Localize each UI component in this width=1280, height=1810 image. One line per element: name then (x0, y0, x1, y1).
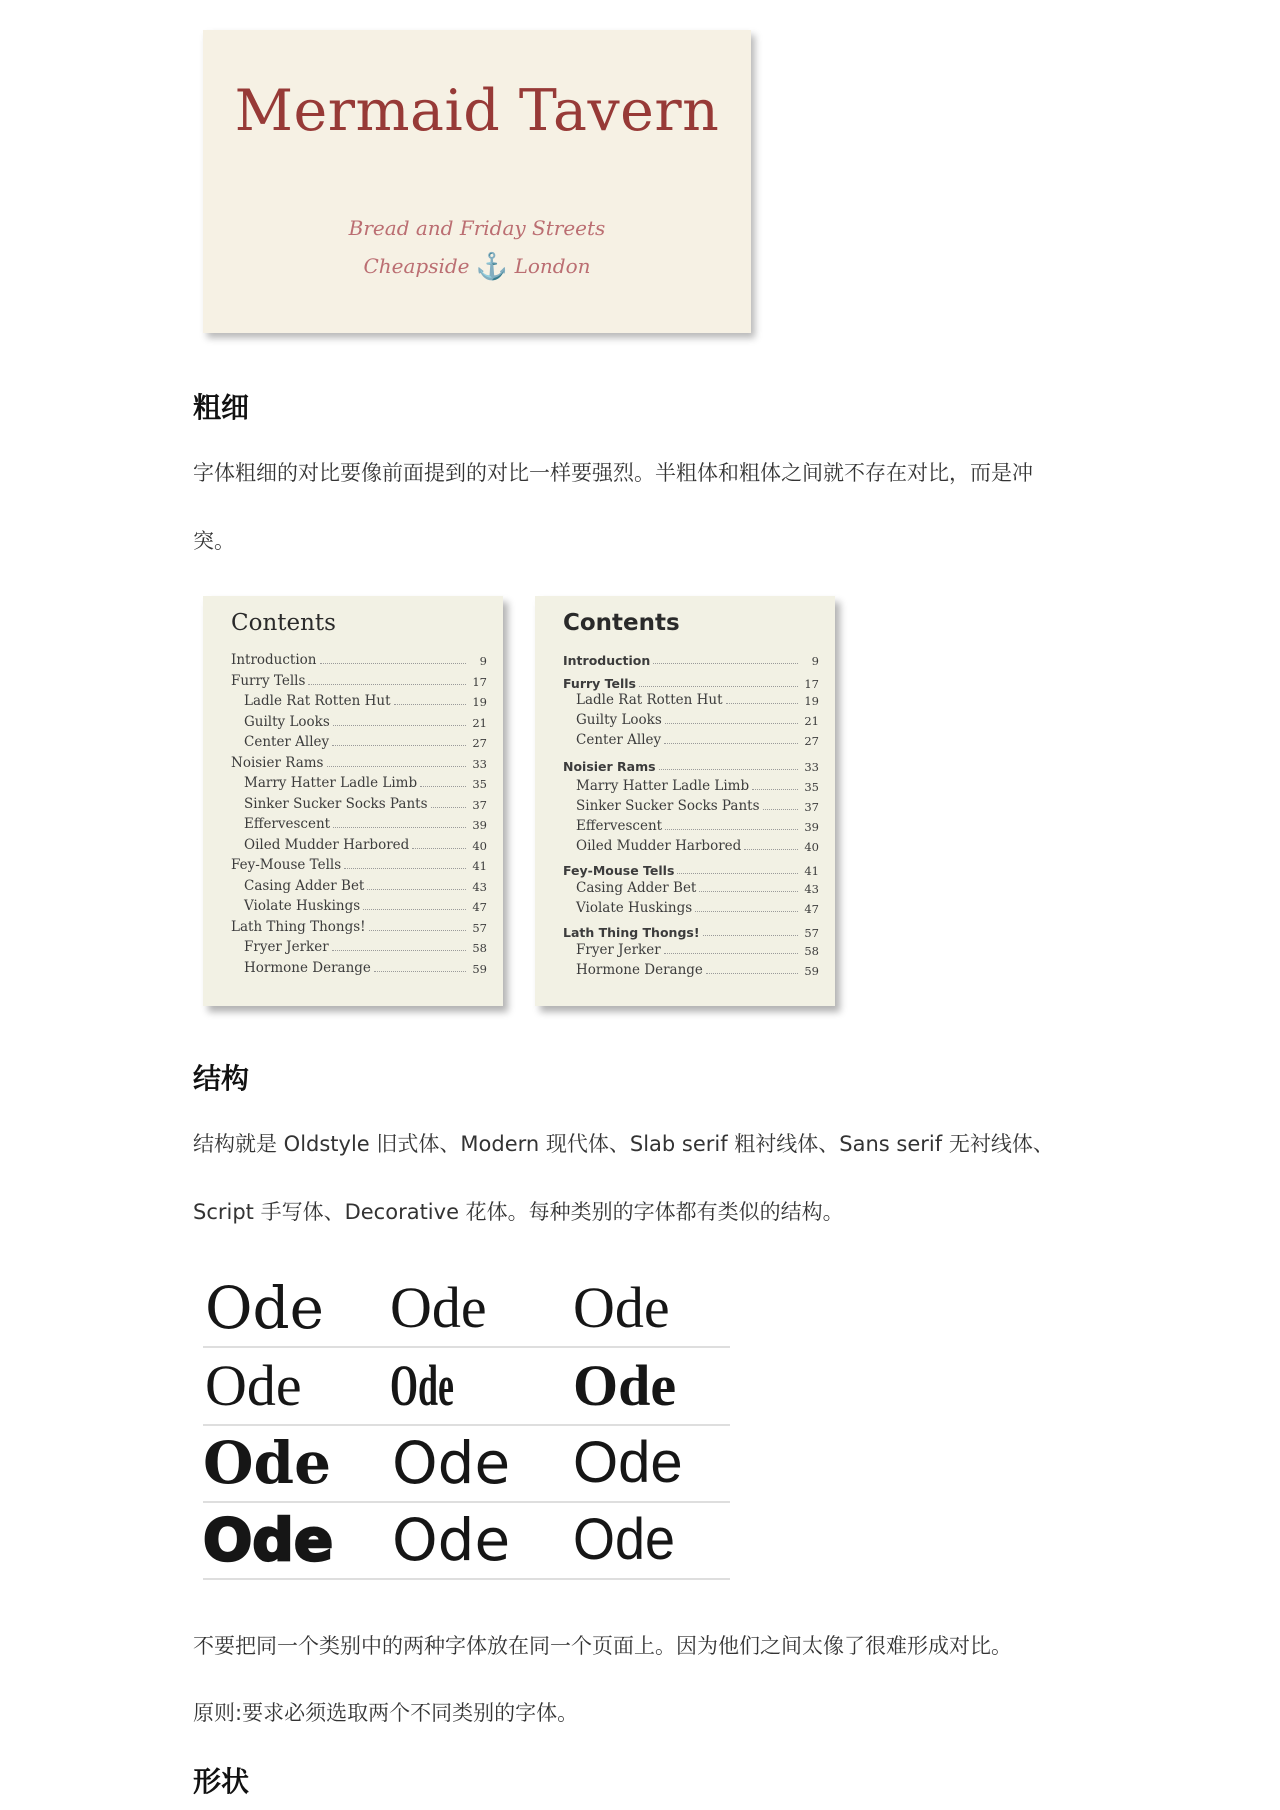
grid-divider (203, 1501, 730, 1503)
toc-entry-label: Introduction (563, 653, 651, 668)
toc-row (576, 958, 819, 978)
toc-leader-dots (344, 868, 466, 869)
toc-leader-dots (665, 829, 798, 830)
toc-row (576, 896, 819, 916)
toc-page-number: 40 (472, 838, 487, 853)
toc-leader-dots (333, 725, 466, 726)
toc-row (576, 774, 819, 794)
toc-row (576, 938, 819, 958)
toc-entry-label: Fryer Jerker (244, 939, 329, 955)
toc-leader-dots (332, 745, 466, 746)
toc-page-number: 17 (804, 677, 819, 691)
ode-condensed: Ode (390, 1353, 454, 1418)
toc-entry-label: Ladle Rat Rotten Hut (244, 693, 391, 709)
card-city: London (514, 254, 591, 278)
toc-bold-image (535, 596, 835, 1006)
toc-title: Contents (231, 610, 336, 636)
toc-page-number: 21 (804, 714, 819, 728)
toc-leader-dots (659, 769, 798, 770)
toc-row (244, 894, 487, 914)
toc-leader-dots (420, 786, 466, 787)
toc-leader-dots (327, 766, 467, 767)
toc-leader-dots (639, 686, 798, 687)
heading-shape: 形状 (193, 1765, 250, 1798)
toc-entry-label: Hormone Derange (244, 959, 371, 976)
toc-row (244, 935, 487, 955)
toc-row (563, 648, 819, 668)
toc-page-number: 33 (804, 760, 819, 774)
toc-entry-label: Casing Adder Bet (244, 877, 365, 894)
toc-page-number: 40 (804, 840, 819, 854)
paragraph-structure-line2: Script 手写体、Decorative 花体。每种类别的字体都有类似的结构。 (193, 1200, 844, 1224)
toc-row (244, 812, 487, 832)
toc-leader-dots (320, 663, 467, 664)
toc-page-number: 41 (472, 859, 487, 873)
toc-row (231, 648, 487, 668)
grid-divider (203, 1578, 730, 1580)
toc-row (576, 708, 819, 728)
toc-entry-label: Marry Hatter Ladle Limb (576, 778, 750, 794)
ode-sans-serif-3: Ode (573, 1507, 675, 1572)
toc-entry-label: Guilty Looks (576, 712, 662, 728)
toc-entry-label: Effervescent (244, 816, 331, 832)
toc-row (576, 834, 819, 854)
toc-entry-label: Fryer Jerker (576, 942, 661, 958)
business-card-image (203, 30, 751, 333)
toc-leader-dots (363, 909, 466, 910)
toc-page-number: 39 (804, 820, 819, 834)
toc-page-number: 58 (472, 941, 487, 955)
toc-row (563, 858, 819, 878)
toc-page-number: 35 (804, 780, 819, 794)
toc-row (231, 915, 487, 935)
toc-row (244, 833, 487, 853)
toc-row (231, 853, 487, 873)
toc-page-number: 21 (472, 715, 487, 730)
toc-leader-dots (699, 891, 798, 892)
toc-leader-dots (394, 704, 466, 705)
paragraph-structure-line1: 结构就是 Oldstyle 旧式体、Modern 现代体、Slab serif 粗衬线体、Sans serif 无衬线体、 (193, 1132, 1054, 1156)
toc-leader-dots (664, 743, 798, 744)
toc-entry-label: Guilty Looks (244, 713, 330, 730)
toc-leader-dots (308, 684, 466, 685)
toc-entry-label: Oiled Mudder Harbored (244, 836, 410, 853)
ode-oldstyle-alt: Ode (205, 1353, 302, 1418)
toc-entry-label: Furry Tells (563, 676, 636, 691)
toc-leader-dots (744, 849, 798, 850)
toc-entry-label: Lath Thing Thongs! (231, 918, 366, 935)
toc-page-number: 47 (472, 900, 487, 914)
toc-entry-label: Noisier Rams (231, 754, 324, 771)
toc-row (244, 771, 487, 791)
toc-page-number: 27 (804, 734, 819, 748)
toc-leader-dots (726, 703, 798, 704)
toc-page-number: 59 (804, 964, 819, 978)
ode-modern: Ode (390, 1275, 487, 1340)
toc-page-number: 33 (472, 756, 487, 771)
toc-entry-label: Noisier Rams (563, 759, 656, 774)
toc-page-number: 35 (472, 777, 487, 791)
toc-page-number: 37 (472, 797, 487, 812)
card-title: Mermaid Tavern (234, 78, 720, 144)
toc-row (576, 688, 819, 708)
toc-leader-dots (653, 663, 798, 664)
toc-page-number: 58 (804, 944, 819, 958)
toc-regular-image (203, 596, 503, 1006)
toc-row (576, 814, 819, 834)
toc-leader-dots (703, 935, 798, 936)
paragraph-weight-line1: 字体粗细的对比要像前面提到的对比一样要强烈。半粗体和粗体之间就不存在对比，而是冲 (193, 461, 1033, 485)
toc-leader-dots (374, 971, 466, 972)
toc-page-number: 43 (472, 879, 487, 894)
toc-row (576, 794, 819, 814)
toc-page-number: 39 (472, 818, 487, 832)
toc-row (244, 792, 487, 812)
toc-entry-label: Marry Hatter Ladle Limb (244, 775, 418, 791)
toc-entry-label: Ladle Rat Rotten Hut (576, 692, 723, 708)
toc-entry-label: Oiled Mudder Harbored (576, 838, 742, 854)
toc-entry-label: Fey-Mouse Tells (231, 857, 342, 873)
toc-entry-label: Introduction (231, 652, 317, 668)
paragraph-same-category: 不要把同一个类别中的两种字体放在同一个页面上。因为他们之间太像了很难形成对比。 (193, 1634, 1012, 1658)
card-city-line (203, 252, 751, 282)
toc-page-number: 57 (804, 926, 819, 940)
toc-page-number: 27 (472, 736, 487, 750)
toc-page-number: 59 (472, 961, 487, 976)
toc-entry-label: Effervescent (576, 818, 663, 834)
toc-entry-label: Furry Tells (231, 672, 306, 689)
toc-entry-label: Casing Adder Bet (576, 880, 697, 896)
toc-entry-label: Center Alley (244, 734, 330, 750)
toc-row (563, 754, 819, 774)
toc-row (244, 730, 487, 750)
heading-weight: 粗细 (193, 391, 250, 424)
toc-leader-dots (677, 873, 798, 874)
toc-entry-label: Violate Huskings (576, 900, 693, 916)
ode-sans-serif-2: Ode (392, 1506, 511, 1574)
toc-row (231, 669, 487, 689)
toc-entry-label: Fey-Mouse Tells (563, 863, 675, 878)
anchor-icon: ⚓ (475, 252, 509, 282)
toc-entry-label: Sinker Sucker Socks Pants (576, 798, 760, 814)
toc-leader-dots (665, 723, 798, 724)
paragraph-principle: 原则:要求必须选取两个不同类别的字体。 (193, 1701, 579, 1725)
toc-leader-dots (664, 953, 798, 954)
toc-page-number: 19 (804, 694, 819, 708)
toc-leader-dots (332, 950, 466, 951)
ode-slab-serif: Ode (203, 1429, 331, 1497)
toc-row (244, 689, 487, 709)
ode-bold-serif: Ode (573, 1353, 677, 1418)
toc-leader-dots (752, 789, 798, 790)
toc-leader-dots (369, 930, 466, 931)
toc-entry-label: Violate Huskings (244, 898, 361, 914)
card-address-line: Bread and Friday Streets (348, 216, 606, 240)
toc-row (563, 920, 819, 940)
toc-row (576, 728, 819, 748)
toc-page-number: 37 (804, 800, 819, 814)
toc-leader-dots (412, 848, 466, 849)
ode-modern-alt: Ode (573, 1275, 670, 1340)
toc-leader-dots (431, 807, 466, 808)
toc-title: Contents (563, 610, 680, 636)
toc-row (244, 874, 487, 894)
toc-leader-dots (763, 809, 798, 810)
toc-row (231, 751, 487, 771)
toc-page-number: 9 (479, 654, 487, 668)
toc-leader-dots (333, 827, 466, 828)
ode-sans-serif-alt: Ode (573, 1430, 683, 1495)
toc-leader-dots (706, 973, 798, 974)
toc-entry-label: Lath Thing Thongs! (563, 925, 700, 940)
ode-sans-serif: Ode (392, 1429, 511, 1497)
toc-page-number: 43 (804, 882, 819, 896)
grid-divider (203, 1424, 730, 1426)
toc-row (244, 710, 487, 730)
paragraph-weight-line2: 突。 (193, 529, 235, 553)
ode-oldstyle: Ode (205, 1274, 325, 1342)
toc-entry-label: Hormone Derange (576, 962, 703, 978)
toc-row (576, 876, 819, 896)
toc-page-number: 47 (804, 902, 819, 916)
toc-page-number: 57 (472, 920, 487, 935)
toc-page-number: 9 (811, 654, 819, 668)
toc-leader-dots (695, 911, 798, 912)
toc-entry-label: Sinker Sucker Socks Pants (244, 795, 428, 812)
grid-divider (203, 1346, 730, 1348)
toc-page-number: 17 (472, 674, 487, 689)
ode-heavy-sans: Ode (203, 1506, 334, 1574)
card-district: Cheapside (363, 254, 470, 278)
toc-row (244, 956, 487, 976)
toc-entry-label: Center Alley (576, 732, 662, 748)
toc-page-number: 19 (472, 695, 487, 709)
toc-leader-dots (367, 889, 466, 890)
toc-page-number: 41 (804, 864, 819, 878)
heading-structure: 结构 (193, 1062, 250, 1095)
